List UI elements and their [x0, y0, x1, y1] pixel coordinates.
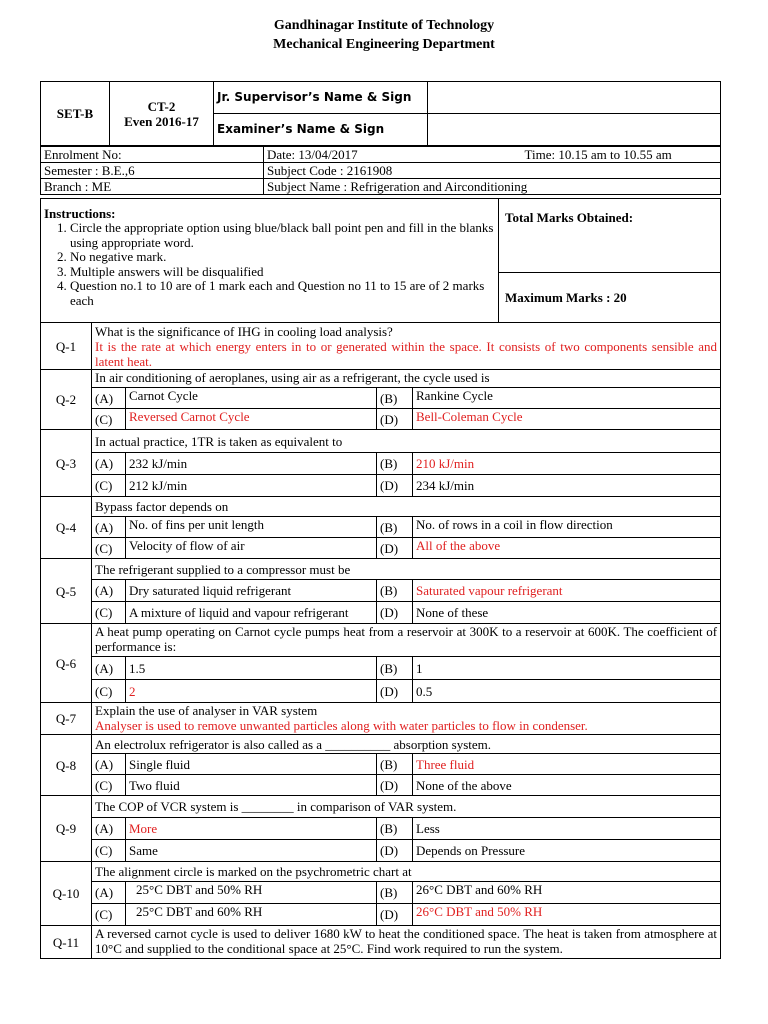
- option-label: (C): [92, 680, 126, 703]
- info-table: [40, 146, 721, 195]
- set-table: [40, 81, 721, 146]
- option-label: (A): [92, 517, 126, 538]
- question-number: Q-8: [41, 735, 92, 796]
- instruction-item: 1. Circle the appropriate option using blue/black ball point pen and fill in the blanks using appropriate word.: [70, 221, 495, 250]
- option-a[interactable]: Single fluid: [126, 754, 377, 775]
- option-b[interactable]: Rankine Cycle: [413, 388, 721, 409]
- option-label: (C): [92, 775, 126, 796]
- option-a[interactable]: More: [126, 818, 377, 840]
- option-label: (C): [92, 538, 126, 559]
- option-c[interactable]: 2: [126, 680, 377, 703]
- option-c[interactable]: 25°C DBT and 60% RH: [126, 904, 377, 926]
- department-name: Mechanical Engineering Department: [273, 37, 495, 52]
- option-a[interactable]: 25°C DBT and 50% RH: [126, 882, 377, 904]
- option-d[interactable]: 0.5: [413, 680, 721, 703]
- supervisor-label: Jr. Supervisor’s Name & Sign: [214, 82, 428, 114]
- option-a[interactable]: 1.5: [126, 657, 377, 680]
- answer-text: It is the rate at which energy enters in to or generated within the space. It consists of two components sensible and latent heat.: [95, 339, 718, 369]
- option-label: (B): [377, 818, 413, 840]
- page-header: [0, 16, 768, 54]
- supervisor-sign-field[interactable]: [428, 82, 721, 114]
- option-label: (B): [377, 657, 413, 680]
- option-d[interactable]: 234 kJ/min: [413, 475, 721, 497]
- option-a[interactable]: 232 kJ/min: [126, 453, 377, 475]
- question-number: Q-1: [41, 323, 92, 370]
- option-label: (B): [377, 517, 413, 538]
- option-label: (D): [377, 409, 413, 430]
- option-label: (A): [92, 882, 126, 904]
- option-b[interactable]: Saturated vapour refrigerant: [413, 580, 721, 602]
- option-label: (D): [377, 602, 413, 624]
- question-number: Q-11: [41, 926, 92, 959]
- institute-name: Gandhinagar Institute of Technology: [273, 18, 495, 33]
- option-label: (C): [92, 602, 126, 624]
- question-text: The COP of VCR system is ________ in comparison of VAR system.: [92, 796, 721, 818]
- question-1: [92, 323, 721, 370]
- option-c[interactable]: 212 kJ/min: [126, 475, 377, 497]
- ct-label: [110, 82, 214, 146]
- option-label: (B): [377, 453, 413, 475]
- instruction-item: 2. No negative mark.: [70, 250, 495, 265]
- option-b[interactable]: No. of rows in a coil in flow direction: [413, 517, 721, 538]
- answer-text: Analyser is used to remove unwanted particles along with water particles to flow in condenser.: [95, 718, 588, 733]
- option-d[interactable]: Depends on Pressure: [413, 840, 721, 862]
- option-label: (B): [377, 882, 413, 904]
- option-a[interactable]: No. of fins per unit length: [126, 517, 377, 538]
- instructions-table: [40, 198, 721, 323]
- option-label: (C): [92, 475, 126, 497]
- question-number: Q-3: [41, 430, 92, 497]
- option-label: (A): [92, 754, 126, 775]
- option-c[interactable]: Reversed Carnot Cycle: [126, 409, 377, 430]
- question-text: An electrolux refrigerator is also called as a __________ absorption system.: [92, 735, 721, 754]
- question-text: Explain the use of analyser in VAR system: [95, 703, 318, 718]
- option-d[interactable]: 26°C DBT and 50% RH: [413, 904, 721, 926]
- question-text: The alignment circle is marked on the psychrometric chart at: [92, 862, 721, 882]
- instruction-item: 4. Question no.1 to 10 are of 1 mark each and Question no 11 to 15 are of 2 marks each: [70, 279, 495, 308]
- option-label: (A): [92, 453, 126, 475]
- question-text: In air conditioning of aeroplanes, using air as a refrigerant, the cycle used is: [92, 370, 721, 388]
- option-label: (D): [377, 538, 413, 559]
- instructions-title: Instructions:: [44, 206, 116, 221]
- question-text: The refrigerant supplied to a compressor must be: [92, 559, 721, 580]
- option-c[interactable]: Velocity of flow of air: [126, 538, 377, 559]
- option-c[interactable]: A mixture of liquid and vapour refrigerant: [126, 602, 377, 624]
- option-label: (D): [377, 475, 413, 497]
- instructions-block: [41, 199, 499, 323]
- option-label: (D): [377, 775, 413, 796]
- question-number: Q-9: [41, 796, 92, 862]
- option-b[interactable]: Less: [413, 818, 721, 840]
- time-label: Time: 10.15 am to 10.55 am: [522, 147, 721, 163]
- option-label: (A): [92, 818, 126, 840]
- examiner-sign-field[interactable]: [428, 114, 721, 146]
- set-label: SET-B: [41, 82, 110, 146]
- option-b[interactable]: Three fluid: [413, 754, 721, 775]
- question-number: Q-6: [41, 624, 92, 703]
- option-label: (C): [92, 904, 126, 926]
- branch-label: Branch : ME: [41, 179, 264, 195]
- option-label: (A): [92, 388, 126, 409]
- term-label: Even 2016-17: [124, 113, 199, 129]
- option-label: (B): [377, 580, 413, 602]
- ct-number: CT-2: [147, 98, 176, 114]
- option-label: (B): [377, 754, 413, 775]
- option-label: (B): [377, 388, 413, 409]
- subject-name: Subject Name : Refrigeration and Airconditioning: [264, 179, 721, 195]
- option-d[interactable]: All of the above: [413, 538, 721, 559]
- option-label: (D): [377, 840, 413, 862]
- enrolment-label: Enrolment No:: [41, 147, 264, 163]
- questions-table: [40, 322, 721, 959]
- option-label: (A): [92, 580, 126, 602]
- option-a[interactable]: Dry saturated liquid refrigerant: [126, 580, 377, 602]
- total-marks-label: Total Marks Obtained:: [499, 199, 721, 273]
- instructions-list: [44, 221, 495, 308]
- question-number: Q-7: [41, 703, 92, 735]
- max-marks-label: Maximum Marks : 20: [499, 273, 721, 323]
- option-a[interactable]: Carnot Cycle: [126, 388, 377, 409]
- question-text: A reversed carnot cycle is used to deliver 1680 kW to heat the conditioned space. The heat is taken from atmosphere at 10°C and supplied to the conditional space at 25°C. Find work required to run the system.: [92, 926, 721, 959]
- option-c[interactable]: Two fluid: [126, 775, 377, 796]
- semester-label: Semester : B.E.,6: [41, 163, 264, 179]
- option-label: (C): [92, 840, 126, 862]
- option-c[interactable]: Same: [126, 840, 377, 862]
- question-text: In actual practice, 1TR is taken as equivalent to: [92, 430, 721, 453]
- option-label: (D): [377, 904, 413, 926]
- option-label: (D): [377, 680, 413, 703]
- option-b[interactable]: 26°C DBT and 60% RH: [413, 882, 721, 904]
- option-d[interactable]: Bell-Coleman Cycle: [413, 409, 721, 430]
- option-d[interactable]: None of the above: [413, 775, 721, 796]
- question-text: What is the significance of IHG in cooling load analysis?: [95, 324, 393, 339]
- question-text: A heat pump operating on Carnot cycle pumps heat from a reservoir at 300K to a reservoir at 600K. The coefficient of performance is:: [92, 624, 721, 657]
- question-number: Q-2: [41, 370, 92, 430]
- instruction-item: 3. Multiple answers will be disqualified: [70, 265, 495, 280]
- question-number: Q-4: [41, 497, 92, 559]
- question-text: Bypass factor depends on: [92, 497, 721, 517]
- option-b[interactable]: 1: [413, 657, 721, 680]
- examiner-label: Examiner’s Name & Sign: [214, 114, 428, 146]
- option-label: (A): [92, 657, 126, 680]
- question-number: Q-10: [41, 862, 92, 926]
- question-7: [92, 703, 721, 735]
- option-d[interactable]: None of these: [413, 602, 721, 624]
- subject-code: Subject Code : 2161908: [264, 163, 721, 179]
- date-label: Date: 13/04/2017: [264, 147, 522, 163]
- option-b[interactable]: 210 kJ/min: [413, 453, 721, 475]
- option-label: (C): [92, 409, 126, 430]
- question-number: Q-5: [41, 559, 92, 624]
